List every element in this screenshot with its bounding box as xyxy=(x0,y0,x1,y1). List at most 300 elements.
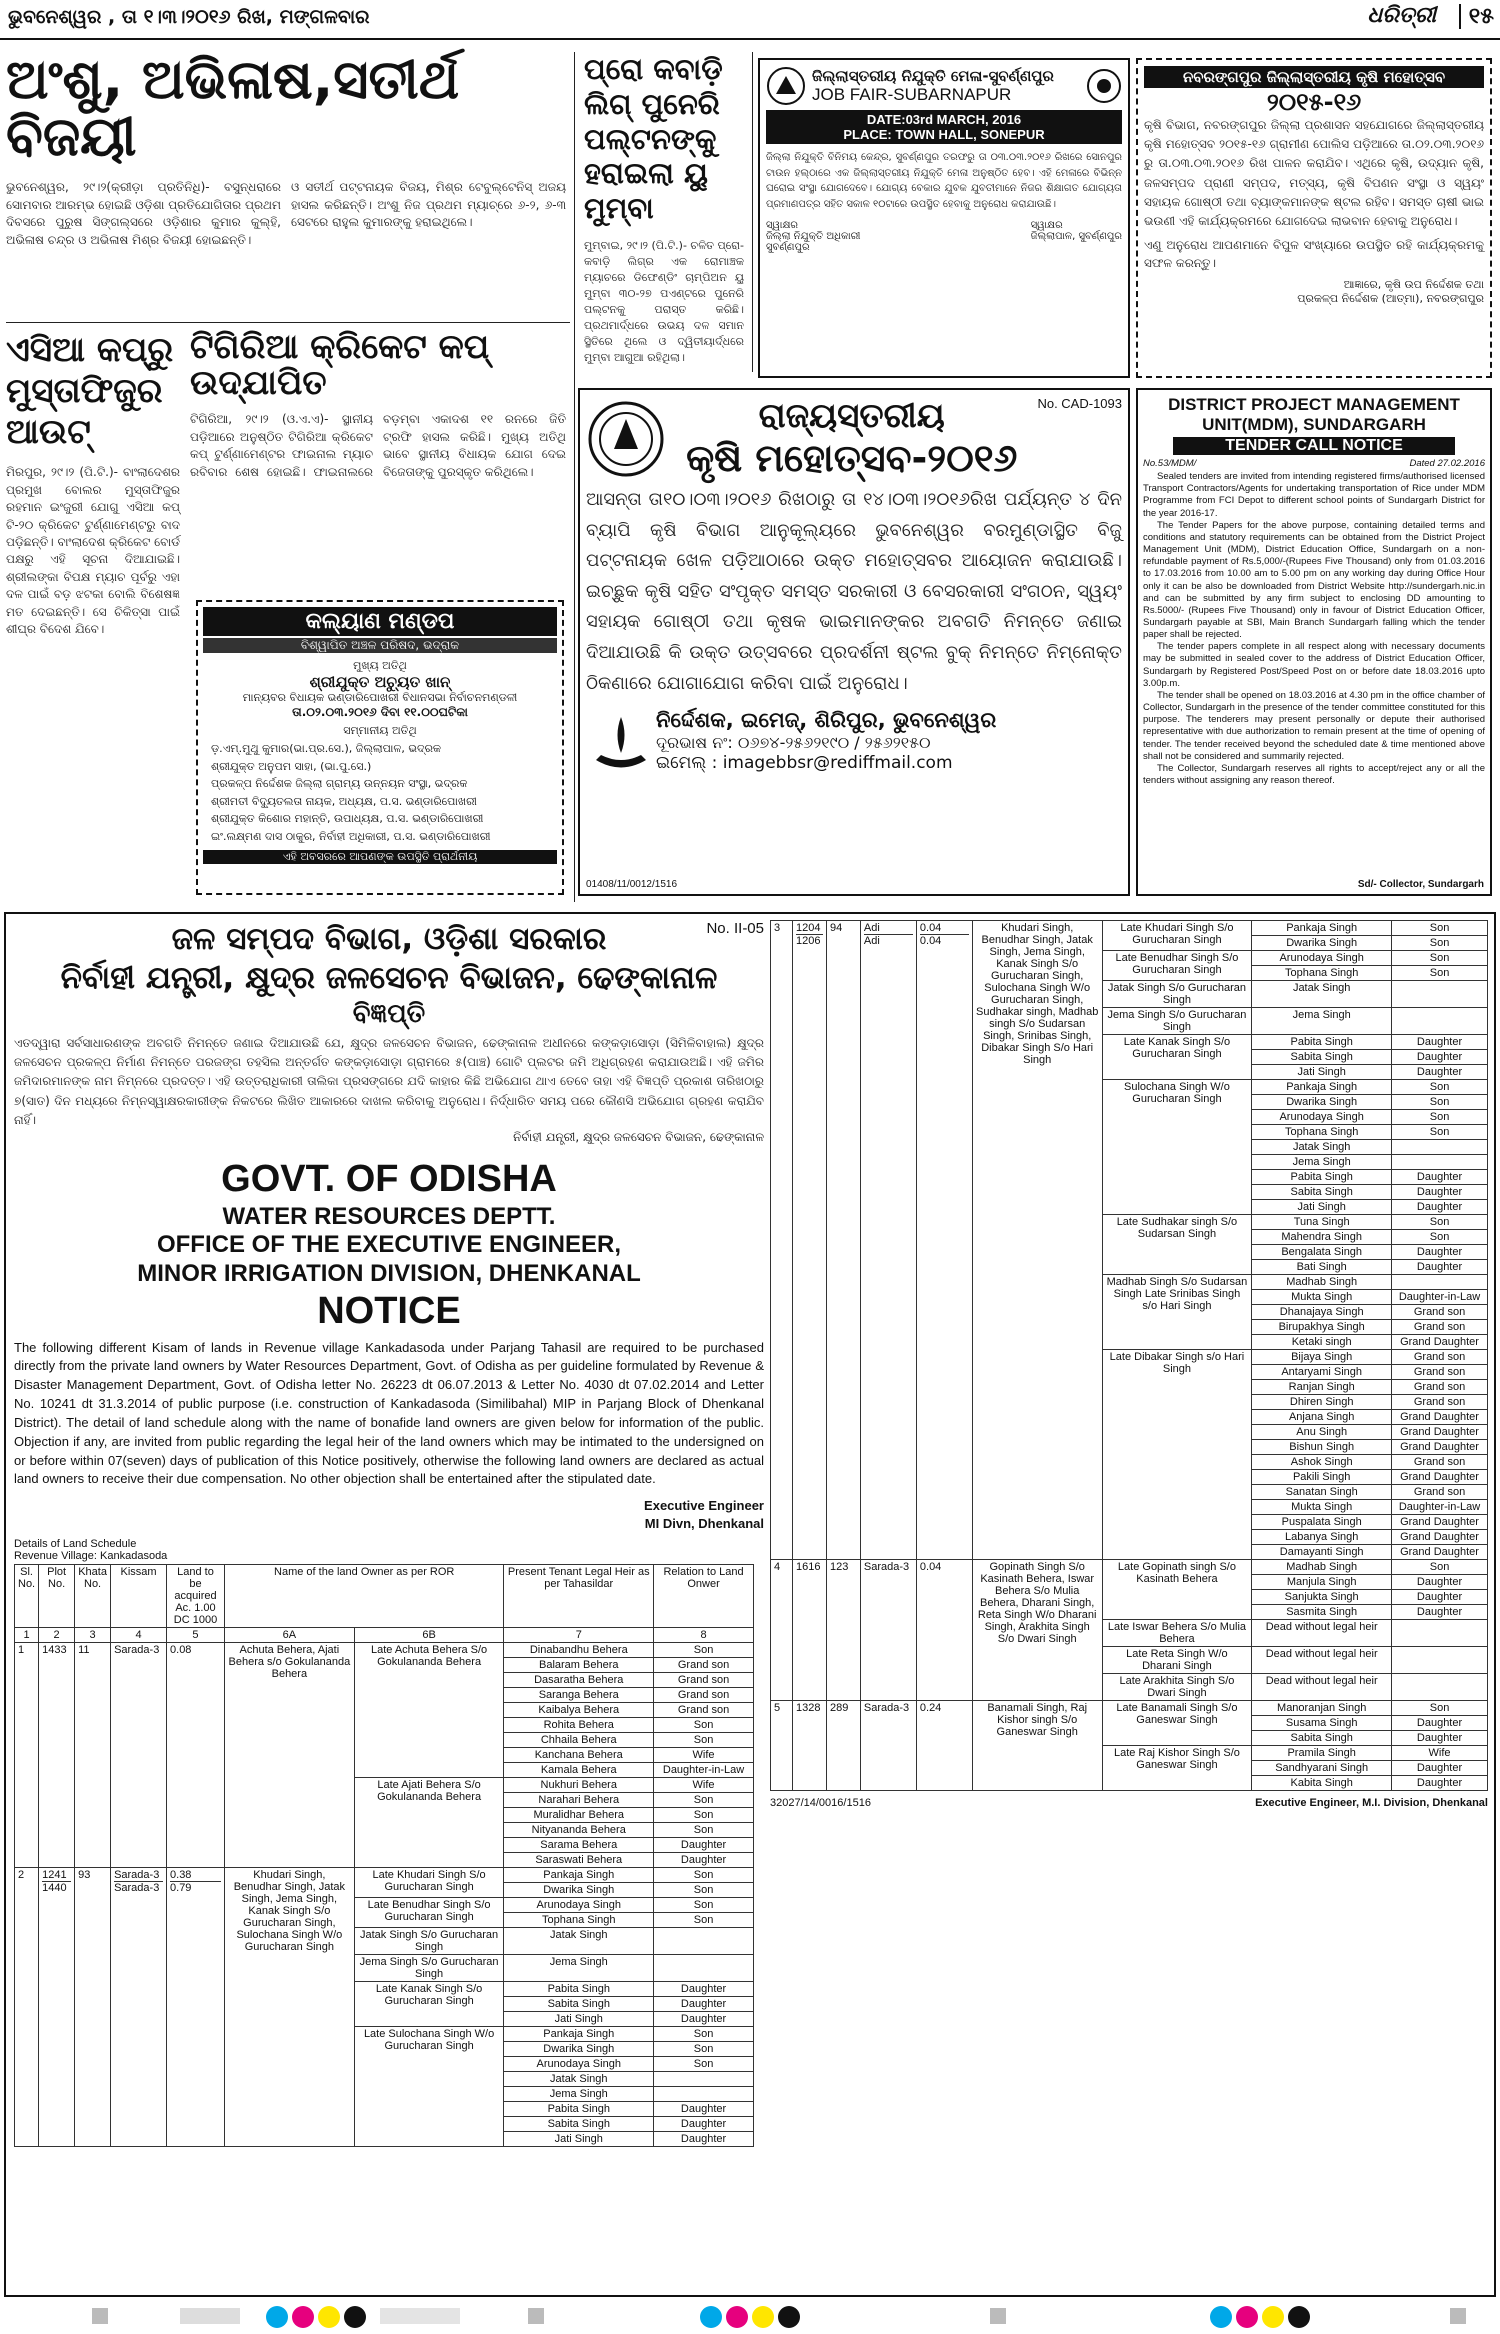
cell-relation: Grand son xyxy=(1392,1305,1488,1320)
cell-relation: Daughter xyxy=(1392,1170,1488,1185)
story-headline: ପ୍ରୋ କବାଡ଼ି ଲିଗ୍ ପୁନେରି ପଲ୍ଟନଙ୍କୁ ହରାଇଲା ୟୁ ମୁମ୍ବା xyxy=(584,52,723,226)
cell-relation xyxy=(1392,1674,1488,1701)
cell-heir: Pankaja Singh xyxy=(1252,1080,1392,1095)
cell-relation: Daughter xyxy=(1392,1245,1488,1260)
area-value: 0.08 xyxy=(170,1643,192,1656)
cell-owner: Gopinath Singh S/o Kasinath Behera, Iswar Behera S/o Mulia Behera, Dharani Singh, Reta Singh W/o Dharani Singh, Arakhita Singh S/o Dwari Singh xyxy=(972,1560,1102,1701)
cell-heir: Pramila Singh xyxy=(1252,1746,1392,1761)
cell-relation xyxy=(654,1927,754,1954)
cell-relation: Son xyxy=(654,1642,754,1657)
cell-relation: Son xyxy=(654,1732,754,1747)
cell-relation xyxy=(1392,1647,1488,1674)
dpmu-tender-ad xyxy=(1136,388,1492,896)
cell-relation: Daughter xyxy=(1392,1065,1488,1080)
plot-value: 1204 xyxy=(795,922,821,934)
cell-owner: Achuta Behera, Ajati Behera s/o Gokulananda Behera xyxy=(224,1642,354,1867)
cell-area xyxy=(916,921,972,1560)
guest-item: ଇଂ.ଲକ୍ଷ୍ମଣ ଦାସ ଠାକୁର, ନିର୍ବାହୀ ଅଧିକାରୀ, ପ.ସ. ଭଣ୍ଡାରିପୋଖରୀ xyxy=(211,829,491,843)
cell-heir: Anu Singh xyxy=(1252,1425,1392,1440)
schedule-village: Revenue Village: Kankadasoda xyxy=(14,1549,168,1562)
cell-relation: Son xyxy=(654,1882,754,1897)
cell-heir: Sabita Singh xyxy=(1252,1185,1392,1200)
cell-sl: 3 xyxy=(771,921,793,1560)
table-row xyxy=(15,1642,754,1657)
cell-heir: Manoranjan Singh xyxy=(1252,1701,1392,1716)
cell-plot xyxy=(39,1642,75,1867)
story-headline: ଟିଗିରିଆ କ୍ରିକେଟ କପ୍ ଉଦ୍‌ଯାପିତ xyxy=(190,327,490,403)
cell-late-owner: Madhab Singh S/o Sudarsan Singh Late Srinibas Singh s/o Hari Singh xyxy=(1102,1275,1252,1350)
govt-emblem-icon xyxy=(586,399,666,479)
cell-relation: Daughter xyxy=(654,2101,754,2116)
ad-body: ଆସନ୍ତା ତା୧୦।୦୩।୨୦୧୬ ରିଖଠାରୁ ତା ୧୪।୦୩।୨୦୧୬ରିଖ ପର୍ଯ୍ୟନ୍ତ ୪ ଦିନ ବ୍ୟାପି କୃଷି ବିଭାଗ ଆନୁକୂଲ୍ୟରେ ଭୁବନେଶ୍ୱର ବରମୁଣ୍ଡାସ୍ଥିତ ବିଜୁ ପଟ୍ଟନାୟକ ଖେଳ ପଡ଼ିଆଠାରେ ଉକ୍ତ ମହୋତ୍ସବର ଆୟୋଜନ କରାଯାଉଛି। ଇଚ୍ଛୁକ କୃଷି ସହିତ ସଂପୃକ୍ତ ସମସ୍ତ ସରକାରୀ ଓ ବେସରକାରୀ ସଂଗଠନ, ସ୍ୱୟଂ ସହାୟକ ଗୋଷ୍ଠୀ ତଥା କୃଷକ ଭାଇମାନଙ୍କର ଅବଗତି ନିମନ୍ତେ ଜଣାଇ ଦିଆଯାଉଛି କି ଉକ୍ତ ଉତ୍ସବରେ ପ୍ରଦର୍ଶନୀ ଷ୍ଟଲ ବୁକ୍ ନିମନ୍ତେ ନିମ୍ନୋକ୍ତ ଠିକଣାରେ ଯୋଗାଯୋଗ କରିବା ପାଇଁ ଅନୁରୋଧ। xyxy=(586,489,1122,694)
cell-relation: Son xyxy=(654,1822,754,1837)
cell-late-owner: Jema Singh S/o Gurucharan Singh xyxy=(1102,1008,1252,1035)
cell-heir: Jatak Singh xyxy=(504,1927,654,1954)
cell-relation: Son xyxy=(654,1717,754,1732)
tender-number: No.53/MDM/ xyxy=(1143,458,1197,470)
cell-relation: Daughter-in-Law xyxy=(1392,1290,1488,1305)
cell-relation: Son xyxy=(654,2041,754,2056)
cell-relation: Son xyxy=(654,2026,754,2041)
magenta-mark xyxy=(726,2306,748,2328)
cell-late-owner: Sulochana Singh W/o Gurucharan Singh xyxy=(1102,1080,1252,1215)
signature: Sd/- Collector, Sundargarh xyxy=(1357,879,1484,890)
chief-label: ମୁଖ୍ୟ ଅତିଥି xyxy=(353,659,407,672)
story-tigiria xyxy=(190,327,566,481)
cell-late-owner: Jatak Singh S/o Gurucharan Singh xyxy=(1102,981,1252,1008)
cell-relation: Grand son xyxy=(1392,1365,1488,1380)
plot-value: 1616 xyxy=(795,1561,821,1573)
print-registration-strip xyxy=(0,2300,1500,2334)
cell-relation: Grand Daughter xyxy=(1392,1440,1488,1455)
plot-value: 1440 xyxy=(42,1881,71,1894)
dept-heading: WATER RESOURCES DEPTT. xyxy=(222,1202,556,1230)
cell-heir: Pabita Singh xyxy=(504,1981,654,1996)
kissam-value: Adi xyxy=(863,922,880,934)
cell-relation: Son xyxy=(1392,1095,1488,1110)
cell-relation: Daughter xyxy=(654,1981,754,1996)
cell-relation: Daughter xyxy=(654,1996,754,2011)
cell-relation: Grand Daughter xyxy=(1392,1545,1488,1560)
lamp-icon xyxy=(586,705,656,775)
job-fair-ad xyxy=(758,58,1130,378)
plot-value: 1328 xyxy=(795,1702,821,1714)
kissam-value: Sarada-3 xyxy=(863,1561,910,1573)
odia-signature: ନିର୍ବାହୀ ଯନ୍ତ୍ରୀ, କ୍ଷୁଦ୍ର ଜଳସେଚନ ବିଭାଜନ, ଢେଙ୍କାନାଳ xyxy=(513,1129,764,1144)
cell-late-owner: Jema Singh S/o Gurucharan Singh xyxy=(354,1954,504,1981)
cell-plot xyxy=(792,1701,826,1791)
cell-heir: Kaibalya Behera xyxy=(504,1702,654,1717)
cell-late-owner: Late Achuta Behera S/o Gokulananda Behera xyxy=(354,1642,504,1777)
cell-relation: Grand Daughter xyxy=(1392,1410,1488,1425)
col-header: Name of the land Owner as per ROR xyxy=(224,1564,503,1627)
cell-heir: Arunodaya Singh xyxy=(504,2056,654,2071)
kissam-value: Sarada-3 xyxy=(114,1881,163,1894)
black-mark xyxy=(778,2306,800,2328)
cell-heir: Dead without legal heir xyxy=(1252,1674,1392,1701)
cell-owner: Khudari Singh, Benudhar Singh, Jatak Singh, Jema Singh, Kanak Singh S/o Gurucharan Singh, Sulochana Singh W/o Gurucharan Singh, Sudhakar singh, Madhab singh S/o Sudarsan Singh, Srinibas Singh, Dibakar Singh S/o Hari Singh xyxy=(972,921,1102,1560)
cell-heir: Dasaratha Behera xyxy=(504,1672,654,1687)
cell-relation: Daughter xyxy=(1392,1260,1488,1275)
cell-relation: Son xyxy=(654,2056,754,2071)
cell-heir: Madhab Singh xyxy=(1252,1275,1392,1290)
cell-heir: Ketaki singh xyxy=(1252,1335,1392,1350)
cell-heir: Bati Singh xyxy=(1252,1260,1392,1275)
grey-bar xyxy=(92,2308,108,2324)
odia-title: ନିର୍ବାହୀ ଯନ୍ତ୍ରୀ, କ୍ଷୁଦ୍ର ଜଳସେଚନ ବିଭାଜନ, ଢେଙ୍କାନାଳ xyxy=(60,959,718,996)
cell-relation: Grand Daughter xyxy=(1392,1470,1488,1485)
cell-late-owner: Late Gopinath singh S/o Kasinath Behera xyxy=(1102,1560,1252,1620)
cell-heir: Saraswati Behera xyxy=(504,1852,654,1867)
cell-khata: 94 xyxy=(826,921,860,1560)
cell-relation: Son xyxy=(1392,1230,1488,1245)
story-headline: ଏସିଆ କପ୍‌ରୁ ମୁସ୍ତାଫିଜୁର ଆଉଟ୍ xyxy=(6,330,174,452)
cell-heir: Dhanajaya Singh xyxy=(1252,1305,1392,1320)
guest-item: ଡ଼.ଏମ୍.ମୁଥୁ କୁମାର(ଭା.ପ୍ର.ସେ.), ଜିଲ୍ଲାପାଳ, ଭଦ୍ରକ xyxy=(211,742,442,755)
cell-heir: Sandhyarani Singh xyxy=(1252,1761,1392,1776)
cell-heir: Ashok Singh xyxy=(1252,1455,1392,1470)
cell-heir: Dwarika Singh xyxy=(504,1882,654,1897)
col-number: 3 xyxy=(75,1627,111,1642)
area-value: 0.04 xyxy=(919,1561,942,1573)
cell-heir: Tophana Singh xyxy=(504,1912,654,1927)
cell-late-owner: Late Benudhar Singh S/o Gurucharan Singh xyxy=(354,1897,504,1927)
cell-heir: Ranjan Singh xyxy=(1252,1380,1392,1395)
cell-heir: Manjula Singh xyxy=(1252,1575,1392,1590)
dateline: ଭୁବନେଶ୍ୱର , ତା ୧।୩।୨୦୧୬ ରିଖ, ମଙ୍ଗଳବାର xyxy=(8,6,370,28)
grey-bar xyxy=(990,2308,1006,2324)
cell-heir: Arunodaya Singh xyxy=(1252,1110,1392,1125)
cell-heir: Jema Singh xyxy=(504,2086,654,2101)
cell-heir: Jatak Singh xyxy=(1252,1140,1392,1155)
ad-reference: 01408/11/0012/1516 xyxy=(586,879,678,890)
office-heading: OFFICE OF THE EXECUTIVE ENGINEER, xyxy=(156,1231,622,1259)
event-place: PLACE: TOWN HALL, SONEPUR xyxy=(843,127,1045,142)
cell-heir: Kanchana Behera xyxy=(504,1747,654,1762)
col-number: 5 xyxy=(167,1627,225,1642)
cell-heir: Dwarika Singh xyxy=(504,2041,654,2056)
col-number: 1 xyxy=(15,1627,39,1642)
kissam-value: Sarada-3 xyxy=(114,1868,160,1881)
plot-value: 1206 xyxy=(796,934,823,947)
cell-relation: Grand son xyxy=(1392,1455,1488,1470)
plot-value: 1241 xyxy=(42,1868,67,1881)
guest-item: ଶ୍ରୀଯୁକ୍ତ ଅନୁପମ ସାହା, (ଭା.ପୁ.ସେ.) xyxy=(211,759,372,773)
emblem-icon xyxy=(766,66,806,106)
cyan-mark xyxy=(700,2306,722,2328)
cell-heir: Bishun Singh xyxy=(1252,1440,1392,1455)
story-anshu xyxy=(6,48,566,249)
magenta-mark xyxy=(1236,2306,1258,2328)
story-body: ମୁମ୍ବାଇ, ୨୯।୨ (ପି.ଟି.)- ଚଳିତ ପ୍ରୋ-କବାଡ଼ି ଲିଗ୍‌ର ଏକ ରୋମାଞ୍ଚକ ମ୍ୟାଚରେ ଡିଫେଣ୍ଡିଂ ଚାମ୍ପିଅନ ୟୁ ମୁମ୍ବା ୩୦-୨୭ ପଏଣ୍ଟରେ ପୁନେରି ପଲ୍ଟନକୁ ପରାସ୍ତ କରିଛି। ପ୍ରଥମାର୍ଦ୍ଧରେ ଉଭୟ ଦଳ ସମାନ ସ୍ଥିତିରେ ଥିଲେ ଓ ଦ୍ୱିତୀୟାର୍ଦ୍ଧରେ ମୁମ୍ବା ଆଗୁଆ ରହିଥିଲା। xyxy=(584,238,744,364)
notice-left-column xyxy=(14,920,764,2147)
col-header: Khata No. xyxy=(75,1564,111,1627)
cell-khata: 11 xyxy=(75,1642,111,1867)
cell-relation: Daughter xyxy=(1392,1575,1488,1590)
masthead xyxy=(0,0,1500,40)
story-body: ଟିଗିରିଆ, ୨୯।୨ (ଓ.ଏ.ଏ)- ସ୍ଥାନୀୟ ପଡ଼ିଆରେ ଅନୁଷ୍ଠିତ ଟିଗିରିଆ କ୍ରିକେଟ କପ୍ ଟୁର୍ଣ୍ଣାମେଣ୍ଟର ଫାଇନାଲ ମ୍ୟାଚ ରବିବାର ଶେଷ ହୋଇଛି। ଫାଇନାଲରେ ବଡ଼ମ୍ବା ଏକାଦଶ ୧୧ ରନରେ ଜିତି ଟ୍ରଫି ହାସଲ କରିଛି। ମୁଖ୍ୟ ଅତିଥି ଭାବେ ସ୍ଥାନୀୟ ବିଧାୟକ ଯୋଗ ଦେଇ ବିଜେତାଙ୍କୁ ପୁରସ୍କୃତ କରିଥିଲେ। xyxy=(190,412,566,479)
cell-heir: Dinabandhu Behera xyxy=(504,1642,654,1657)
cell-relation: Daughter xyxy=(654,2131,754,2146)
cell-relation: Son xyxy=(1392,1215,1488,1230)
column-rule xyxy=(752,52,753,372)
cell-heir: Dead without legal heir xyxy=(1252,1620,1392,1647)
cell-heir: Narahari Behera xyxy=(504,1792,654,1807)
contact-email[interactable]: ଇମେଲ୍ : imagebbsr@rediffmail.com xyxy=(656,752,953,773)
cell-relation: Son xyxy=(1392,1080,1488,1095)
cell-relation: Son xyxy=(1392,921,1488,936)
cell-relation: Grand son xyxy=(1392,1380,1488,1395)
cell-plot xyxy=(792,1560,826,1701)
cell-relation: Daughter xyxy=(1392,1185,1488,1200)
guest-item: ପ୍ରକଳ୍ପ ନିର୍ଦ୍ଦେଶକ ଜିଲ୍ଲା ଗ୍ରାମ୍ୟ ଉନ୍ନୟନ ସଂସ୍ଥା, ଭଦ୍ରକ xyxy=(211,777,468,791)
area-value: 0.79 xyxy=(170,1881,221,1894)
cell-khata: 93 xyxy=(75,1867,111,2146)
table-row xyxy=(771,1560,1488,1575)
cell-relation: Grand son xyxy=(1392,1395,1488,1410)
kissam-value: Adi xyxy=(864,934,913,947)
cell-heir: Jatak Singh xyxy=(1252,981,1392,1008)
cell-relation: Grand son xyxy=(1392,1320,1488,1335)
chief-desc: ମାନ୍ୟବର ବିଧାୟକ ଭଣ୍ଡାରିପୋଖରୀ ବିଧାନସଭା ନିର୍ବାଚନମଣ୍ଡଳୀ xyxy=(242,691,518,704)
cell-relation: Son xyxy=(654,1897,754,1912)
grey-bar xyxy=(180,2308,240,2324)
schedule-title: Details of Land Schedule xyxy=(14,1537,137,1550)
cell-relation: Son xyxy=(1392,1110,1488,1125)
black-mark xyxy=(1288,2306,1310,2328)
notice-footer-signature: Executive Engineer, M.I. Division, Dhenkanal xyxy=(1255,1797,1488,1809)
cell-heir: Tuna Singh xyxy=(1252,1215,1392,1230)
cell-heir: Mahendra Singh xyxy=(1252,1230,1392,1245)
ad-title: ନବରଙ୍ଗପୁର ଜିଲ୍ଲାସ୍ତରୀୟ କୃଷି ମହୋତ୍ସବ xyxy=(1144,66,1484,88)
story-body: ମିରପୁର, ୨୯।୨ (ପି.ଟି.)- ବାଂଲାଦେଶର ପ୍ରମୁଖ ବୋଲର ମୁସ୍ତାଫିଜୁର ରହମାନ ଇଂଜୁରୀ ଯୋଗୁ ଏସିଆ କପ୍ ଟି-୨୦ କ୍ରିକେଟ ଟୁର୍ଣ୍ଣାମେଣ୍ଟରୁ ବାଦ ପଡ଼ିଛନ୍ତି। ବାଂଲାଦେଶ କ୍ରିକେଟ ବୋର୍ଡ ପକ୍ଷରୁ ଏହି ସୂଚନା ଦିଆଯାଇଛି। ଶ୍ରୀଲଙ୍କା ବିପକ୍ଷ ମ୍ୟାଚ ପୂର୍ବରୁ ଏହା ଦଳ ପାଇଁ ବଡ଼ ଝଟକା ବୋଲି ବିଶେଷଜ୍ଞ ମତ ଦେଇଛନ୍ତି। ସେ ଚିକିତ୍ସା ପାଇଁ ଶୀଘ୍ର ବିଦେଶ ଯିବେ। xyxy=(6,465,180,636)
yellow-mark xyxy=(318,2306,340,2328)
cell-relation: Wife xyxy=(654,1777,754,1792)
cell-heir: Rohita Behera xyxy=(504,1717,654,1732)
col-number: 6B xyxy=(354,1627,504,1642)
cell-heir: Jati Singh xyxy=(1252,1200,1392,1215)
cell-relation: Son xyxy=(1392,966,1488,981)
odia-body: ଏତଦ୍ୱାରା ସର୍ବସାଧାରଣଙ୍କ ଅବଗତି ନିମନ୍ତେ ଜଣାଇ ଦିଆଯାଉଛି ଯେ, କ୍ଷୁଦ୍ର ଜଳସେଚନ ବିଭାଜନ, ଢେଙ୍କାନାଳ ଅଧୀନରେ କଙ୍କଡ଼ାସୋଡ଼ା (ସିମିଳିବାହାଲ) କ୍ଷୁଦ୍ର ଜଳସେଚନ ପ୍ରକଳ୍ପ ନିର୍ମାଣ ନିମନ୍ତେ ପରଜଙ୍ଗ ତହସିଲ ଅନ୍ତର୍ଗତ କଙ୍କଡ଼ାସୋଡ଼ା ଗ୍ରାମରେ ୫(ପାଞ୍ଚ) ଗୋଟି ପ୍ଲଟର ଜମି ଅଧିଗ୍ରହଣ କରାଯାଉଅଛି। ଏହି ଜମିର ଜମିଦାରମାନଙ୍କ ନାମ ନିମ୍ନରେ ପ୍ରଦତ୍ତ। ଏହି ଉତ୍ତରାଧିକାରୀ ତାଲିକା ପ୍ରସଙ୍ଗରେ ଯଦି କାହାର କିଛି ଅଭିଯୋଗ ଥାଏ ତେବେ ତାହା ଏହି ବିଜ୍ଞପ୍ତି ପ୍ରକାଶ ତାରିଖଠାରୁ ୭(ସାତ) ଦିନ ମଧ୍ୟରେ ନିମ୍ନସ୍ୱାକ୍ଷରକାରୀଙ୍କ ନିକଟରେ ଲିଖିତ ଆକାରରେ ଦାଖଲ କରିବାକୁ ଅନୁରୋଧ। ନିର୍ଦ୍ଧାରିତ ସମୟ ପରେ କୌଣସି ଅଭିଯୋଗ ଗ୍ରହଣ କରାଯିବ ନାହିଁ। xyxy=(14,1036,764,1127)
cell-heir: Tophana Singh xyxy=(1252,966,1392,981)
cell-relation: Daughter xyxy=(1392,1605,1488,1620)
story-body: ଓ ସତୀର୍ଥ ପଟ୍ଟନାୟକ ବିଜୟ, ମିଶ୍ର ଟେବୁଲ୍‌ଟେନିସ୍ ଅଜୟ ହାସଲ କରିଛନ୍ତି। ଅଂଶୁ ନିଜ ପ୍ରଥମ ମ୍ୟାଚ୍‌ରେ ୬-୨, ୬-୩ ସେଟରେ ରାହୁଲ କୁମାରଙ୍କୁ ହରାଇଥିଲେ। xyxy=(291,180,566,230)
cell-owner: Banamali Singh, Raj Kishor singh S/o Ganeswar Singh xyxy=(972,1701,1102,1791)
col-header: Present Tenant Legal Heir as per Tahasildar xyxy=(504,1564,654,1627)
yellow-mark xyxy=(1262,2306,1284,2328)
signature: Executive Engineer xyxy=(644,1498,764,1514)
signature: MI Divn, Dhenkanal xyxy=(644,1516,764,1532)
cell-relation: Grand son xyxy=(654,1687,754,1702)
cell-late-owner: Late Kanak Singh S/o Gurucharan Singh xyxy=(354,1981,504,2026)
cell-heir: Sanjukta Singh xyxy=(1252,1590,1392,1605)
cell-heir: Jatak Singh xyxy=(504,2071,654,2086)
cell-heir: Jema Singh xyxy=(504,1954,654,1981)
cell-heir: Kamala Behera xyxy=(504,1762,654,1777)
cell-sl: 1 xyxy=(15,1642,39,1867)
cell-relation: Daughter xyxy=(654,1852,754,1867)
cell-heir: Labanya Singh xyxy=(1252,1530,1392,1545)
ad-body: କୃଷି ବିଭାଗ, ନବରଙ୍ଗପୁର ଜିଲ୍ଲା ପ୍ରଶାସନ ସହଯୋଗରେ ଜିଲ୍ଲାସ୍ତରୀୟ କୃଷି ମହୋତ୍ସବ ୨୦୧୫-୧୬ ଗ୍ରାମୀଣ ପୋଲିସ ପଡ଼ିଆରେ ତା.୦୨.୦୩.୨୦୧୬ ରୁ ତା.୦୩.୦୩.୨୦୧୬ ରିଖ ପାଳନ କରାଯିବ। ଏଥିରେ କୃଷି, ଉଦ୍ୟାନ କୃଷି, ଜଳସମ୍ପଦ ପ୍ରାଣୀ ସମ୍ପଦ, ମତ୍ସ୍ୟ, କୃଷି ବିପଣନ ସଂସ୍ଥା ଓ ସ୍ୱୟଂ ସହାୟକ ଗୋଷ୍ଠୀ ତଥା ବ୍ୟାଙ୍କମାନଙ୍କ ଷ୍ଟଲ ରହିବ। ସମସ୍ତ ଚାଷୀ ଭାଇ ଭଉଣୀ ଏହି କାର୍ଯ୍ୟକ୍ରମରେ ଯୋଗଦେଇ ଲାଭବାନ ହେବାକୁ ଅନୁରୋଧ। xyxy=(1144,118,1484,228)
cell-relation xyxy=(654,1954,754,1981)
signature: ସ୍ୱାକ୍ଷର xyxy=(1030,220,1063,231)
story-kabaddi xyxy=(584,52,744,365)
notice-reference: 32027/14/0016/1516 xyxy=(770,1797,871,1809)
guest-item: ଶ୍ରୀଯୁକ୍ତ କିଶୋର ମହାନ୍ତି, ଉପାଧ୍ୟକ୍ଷ, ପ.ସ. ଭଣ୍ଡାରିପୋଖରୀ xyxy=(211,812,484,826)
cell-kissam xyxy=(860,1701,916,1791)
ad-body: ଏଣୁ ଅନୁରୋଧ ଆପଣମାନେ ବିପୁଳ ସଂଖ୍ୟାରେ ଉପସ୍ଥିତ ରହି କାର୍ଯ୍ୟକ୍ରମକୁ ସଫଳ କରନ୍ତୁ। xyxy=(1144,238,1484,270)
cell-area xyxy=(916,1560,972,1701)
cell-heir: Sabita Singh xyxy=(504,2116,654,2131)
cell-relation xyxy=(654,2071,754,2086)
cell-heir: Pankaja Singh xyxy=(504,1867,654,1882)
cyan-mark xyxy=(1210,2306,1232,2328)
cell-relation: Grand son xyxy=(1392,1485,1488,1500)
cell-heir: Birupakhya Singh xyxy=(1252,1320,1392,1335)
table-row xyxy=(15,1867,754,1882)
cell-relation xyxy=(1392,1140,1488,1155)
notice-heading: NOTICE xyxy=(317,1289,461,1332)
cell-heir: Puspalata Singh xyxy=(1252,1515,1392,1530)
cell-relation: Daughter xyxy=(1392,1035,1488,1050)
rajya-krishi-ad xyxy=(578,388,1130,896)
cell-late-owner: Late Benudhar Singh S/o Gurucharan Singh xyxy=(1102,951,1252,981)
cell-heir: Pankaja Singh xyxy=(1252,921,1392,936)
area-value: 0.24 xyxy=(919,1702,942,1714)
ad-subtitle: ବିଶ୍ୱାପିତ ଅଞ୍ଚଳ ପରିଷଦ, ଭଦ୍ରାକ xyxy=(203,638,557,653)
notice-body: The following different Kisam of lands in Revenue village Kankadasoda under Parjang Tahasil are required to be purchased directly from the private land owners by Water Resources Department, Govt. of Odisha as per guideline formulated by Revenue & Disaster Management Department, Govt. of Odisha letter No. 26223 dt 06.07.2013 & Letter No. 4030 dt 07.02.2014 and Letter No. 10241 dt 31.3.2014 of public purpose (i.e. construction of Kankadasoda (Similibahal) MIP in Parjang Block of Dhenkanal District). The detail of land schedule along with the name of bonafide land owners are given below for information of the public. Objection if any, are invited from public regarding the legal heir of the land owners which may be intimated to the undersigned on or before within 07(seven) days of publication of this Notice positively, otherwise the following land owners are declared as actual land owners to receive their due compensation. No other objection shall be entertained after the stipulated date. xyxy=(14,1339,764,1487)
color-marks xyxy=(1210,2306,1310,2328)
cell-sl: 5 xyxy=(771,1701,793,1791)
cell-relation: Son xyxy=(1392,936,1488,951)
cell-khata: 289 xyxy=(826,1701,860,1791)
story-headline: ଅଂଶୁ, ଅଭିଳାଷ,ସତୀର୍ଥ ବିଜୟୀ xyxy=(6,48,460,168)
cell-heir: Antaryami Singh xyxy=(1252,1365,1392,1380)
cell-heir: Pabita Singh xyxy=(1252,1170,1392,1185)
cell-relation: Grand Daughter xyxy=(1392,1515,1488,1530)
cell-relation: Daughter-in-Law xyxy=(1392,1500,1488,1515)
story-body: ଭୁବନେଶ୍ୱର, ୨୯।୨(କ୍ରୀଡ଼ା ପ୍ରତିନିଧି)- ବସୁନ୍ଧରାରେ ସୋମବାର ଆରମ୍ଭ ହୋଇଛି ଓଡ଼ିଶା ପ୍ରତିଯୋଗିତାର ପ୍ରଥମ ଦିବସରେ ପୁରୁଷ ସିଙ୍ଗଲ୍ସରେ ଓଡ଼ିଶାର କୁମାର କୁଲ୍ହି, ଅଭିଳାଷ ଚନ୍ଦ୍ର ଓ ଅଭିଳାଷ ମିଶ୍ର ବିଜୟୀ ହୋଇଛନ୍ତି। xyxy=(6,180,281,247)
cell-area xyxy=(167,1642,225,1867)
cell-relation: Daughter xyxy=(1392,1776,1488,1791)
signature: ସ୍ୱାକ୍ଷର xyxy=(766,220,799,231)
contact-phone: ଦୂରଭାଷ ନଂ: ୦୬୭୪-୨୫୬୨୧୯୦ / ୨୫୬୨୧୫୦ xyxy=(656,732,931,752)
cell-relation xyxy=(654,2086,754,2101)
cell-heir: Bengalata Singh xyxy=(1252,1245,1392,1260)
cell-heir: Jema Singh xyxy=(1252,1155,1392,1170)
cell-heir: Dwarika Singh xyxy=(1252,1095,1392,1110)
cell-late-owner: Late Raj Kishor Singh S/o Ganeswar Singh xyxy=(1102,1746,1252,1791)
grey-bar xyxy=(1450,2308,1466,2324)
cell-late-owner: Late Ajati Behera S/o Gokulananda Behera xyxy=(354,1777,504,1867)
black-mark xyxy=(344,2306,366,2328)
guest-item: ଶ୍ରୀମତୀ ବିଦ୍ୟୁତଲତା ନାୟକ, ଅଧ୍ୟକ୍ଷ, ପ.ସ. ଭଣ୍ଡାରିପୋଖରୀ xyxy=(211,794,477,808)
cell-relation xyxy=(1392,1008,1488,1035)
cell-late-owner: Late Sulochana Singh W/o Gurucharan Singh xyxy=(354,2026,504,2146)
cell-heir: Arunodaya Singh xyxy=(504,1897,654,1912)
cell-heir: Jati Singh xyxy=(1252,1065,1392,1080)
cell-relation: Daughter xyxy=(654,2011,754,2026)
cell-kissam xyxy=(860,921,916,1560)
col-number: 6A xyxy=(224,1627,354,1642)
tender-para: The Tender Papers for the above purpose, containing detailed terms and conditions and statutory requirements can be obtained from the District Project Management Unit (MDM), District Education Office, Sundargarh on a non-refundable payment of Rs.5,000/-(Rupees Five Thousand) only from 01.03.2016 to 17.03.2016 from 10.00 am to 5.00 pm on any working day during Office Hour only it can be also be downloaded from District Website http://sundergarh.nic.in and can be submitted by any firm subject to enclosing DD amounting to Rs.5000/- (Rupees Five Thousand) only in favour of District Education Officer, Sundargarh payable at SBI, Main Branch Sundargarh falling which the tender paper shall be rejected. xyxy=(1143,519,1485,641)
cell-relation: Daughter xyxy=(1392,1716,1488,1731)
cell-relation: Grand Daughter xyxy=(1392,1335,1488,1350)
ad-title: DISTRICT PROJECT MANAGEMENT xyxy=(1168,395,1460,414)
cell-heir: Bijaya Singh xyxy=(1252,1350,1392,1365)
cell-relation: Daughter xyxy=(1392,1200,1488,1215)
cell-relation: Daughter xyxy=(1392,1761,1488,1776)
cell-late-owner: Late Khudari Singh S/o Gurucharan Singh xyxy=(1102,921,1252,951)
cell-heir: Pabita Singh xyxy=(504,2101,654,2116)
tender-para: The tender shall be opened on 18.03.2016 at 4.30 pm in the office chamber of Collector, Sundargarh in the presence of the tender committee constituted for this purpose. The tenderers may present personally or depute their authorised representative with due authorization to remain present at the time of opening of tender. The tender received beyond the scheduled date & time mentioned above shall not be considered and summarily rejected. xyxy=(1143,689,1485,762)
ad-year: ୨୦୧୫-୧୬ xyxy=(1266,88,1362,116)
cell-relation xyxy=(1392,1275,1488,1290)
signature: ସୁବର୍ଣ୍ଣପୁର xyxy=(766,242,810,253)
cell-heir: Tophana Singh xyxy=(1252,1125,1392,1140)
signature: ଆଜ୍ଞାରେ, କୃଷି ଉପ ନିର୍ଦ୍ଦେଶକ ତଥା xyxy=(1343,277,1484,291)
col-header: Relation to Land Onwer xyxy=(654,1564,754,1627)
cell-late-owner: Jatak Singh S/o Gurucharan Singh xyxy=(354,1927,504,1954)
land-schedule-table-left xyxy=(14,1564,754,2147)
color-marks xyxy=(700,2306,800,2328)
col-header: Kissam xyxy=(111,1564,167,1627)
area-value: 0.04 xyxy=(919,922,942,934)
tender-para: The Collector, Sundargarh reserves all rights to accept/reject any or all the tenders without assigning any reason thereof. xyxy=(1143,762,1485,786)
kalyan-mandap-ad xyxy=(196,600,564,895)
kissam-value: Sarada-3 xyxy=(114,1643,160,1656)
cell-late-owner: Late Dibakar Singh s/o Hari Singh xyxy=(1102,1350,1252,1560)
cell-relation: Son xyxy=(1392,1701,1488,1716)
page-number: ୧୫ xyxy=(1459,4,1494,29)
cell-area xyxy=(167,1867,225,2146)
cell-relation xyxy=(1392,1620,1488,1647)
cell-relation: Son xyxy=(1392,1560,1488,1575)
col-header: Land to be acquired Ac. 1.00 DC 1000 xyxy=(167,1564,225,1627)
cell-late-owner: Late Kanak Singh S/o Gurucharan Singh xyxy=(1102,1035,1252,1080)
cell-sl: 2 xyxy=(15,1867,39,2146)
cell-heir: Sasmita Singh xyxy=(1252,1605,1392,1620)
cell-relation: Daughter xyxy=(654,1837,754,1852)
cell-late-owner: Late Banamali Singh S/o Ganeswar Singh xyxy=(1102,1701,1252,1746)
cell-heir: Mukta Singh xyxy=(1252,1290,1392,1305)
ad-number: No. CAD-1093 xyxy=(1037,396,1122,411)
cell-heir: Arunodaya Singh xyxy=(1252,951,1392,966)
grey-bar xyxy=(528,2308,544,2324)
cell-heir: Madhab Singh xyxy=(1252,1560,1392,1575)
ad-notice-label: TENDER CALL NOTICE xyxy=(1173,437,1455,455)
area-value: 0.38 xyxy=(170,1868,192,1881)
ad-body: ଜିଲ୍ଲା ନିଯୁକ୍ତି ବିନିମୟ କେନ୍ଦ୍ର, ସୁବର୍ଣ୍ଣପୁର ତରଫରୁ ତା ୦୩.୦୩.୨୦୧୬ ରିଖରେ ସୋନପୁର ଟାଉନ ହଲ୍‌ଠାରେ ଏକ ଜିଲ୍ଲାସ୍ତରୀୟ ନିଯୁକ୍ତି ମେଳା ଅନୁଷ୍ଠିତ ହେବ। ଏହି ମେଳାରେ ବିଭିନ୍ନ ଘରୋଇ ସଂସ୍ଥା ଯୋଗଦେବେ। ଯୋଗ୍ୟ ବେକାର ଯୁବକ ଯୁବତୀମାନେ ନିଜର ଶିକ୍ଷାଗତ ଯୋଗ୍ୟତା ପ୍ରମାଣପତ୍ର ସହିତ ସକାଳ ୧୦ଟାରେ ଉପସ୍ଥିତ ହେବାକୁ ଅନୁରୋଧ କରାଯାଉଛି। xyxy=(766,152,1122,210)
cell-relation: Son xyxy=(654,1807,754,1822)
cell-heir: Jati Singh xyxy=(504,2011,654,2026)
cell-plot xyxy=(39,1867,75,2146)
col-number: 7 xyxy=(504,1627,654,1642)
col-number: 8 xyxy=(654,1627,754,1642)
cell-relation: Son xyxy=(654,1912,754,1927)
cell-heir: Balaram Behera xyxy=(504,1657,654,1672)
col-number: 4 xyxy=(111,1627,167,1642)
col-header: Plot No. xyxy=(39,1564,75,1627)
cell-kissam xyxy=(111,1642,167,1867)
cell-heir: Nukhuri Behera xyxy=(504,1777,654,1792)
cell-heir: Jema Singh xyxy=(1252,1008,1392,1035)
cell-heir: Mukta Singh xyxy=(1252,1500,1392,1515)
chief-guest: ଶ୍ରୀଯୁକ୍ତ ଅଚ୍ୟୁତ ଖାନ୍ xyxy=(309,673,451,691)
cell-relation: Wife xyxy=(654,1747,754,1762)
cell-late-owner: Late Reta Singh W/o Dharani Singh xyxy=(1102,1647,1252,1674)
column-rule xyxy=(574,52,575,902)
